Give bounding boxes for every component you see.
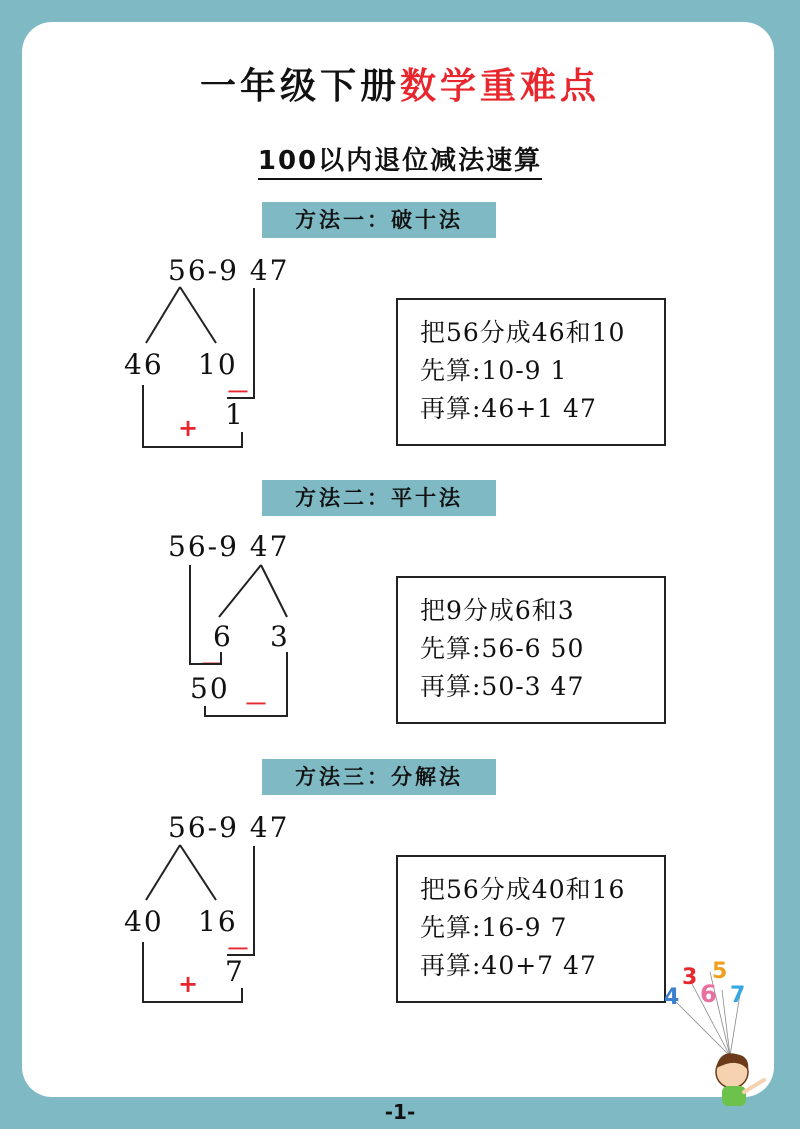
- title-red-part: 数学重难点: [400, 66, 601, 107]
- page-number: -1-: [384, 1100, 416, 1124]
- method-3-result-number: 7: [225, 955, 245, 988]
- method-1-right-number: 10: [198, 348, 238, 381]
- method-3-expression: [168, 811, 289, 844]
- method-1-expression-text: 56-9 47: [168, 254, 290, 287]
- method-2-line-3: 再算:50-3 47: [420, 672, 585, 701]
- method-3-right-number: 16: [198, 905, 238, 938]
- balloon-digit-7: 7: [730, 983, 746, 1008]
- balloon-digit-5: 5: [712, 960, 728, 984]
- balloon-digit-6: 6: [700, 980, 717, 1008]
- method-2-left-number: 6: [213, 620, 233, 653]
- method-3-line-1: 把56分成40和16: [420, 875, 626, 904]
- balloon-digit-3: 3: [682, 965, 698, 990]
- title-black-part: 一年级下册: [199, 66, 400, 107]
- method-2-minus-sign-1: －: [200, 650, 224, 678]
- method-2-banner: 方法二：平十法: [262, 480, 496, 516]
- kid-arm: [744, 1080, 764, 1092]
- method-1-line-3: 再算:46+1 47: [420, 394, 597, 423]
- method-1-minus-sign: －: [226, 378, 250, 406]
- subtitle-text: 100以内退位减法速算: [258, 146, 542, 180]
- method-3-plus-sign: +: [178, 970, 199, 998]
- method-1-banner: 方法一：破十法: [262, 202, 496, 238]
- method-1-plus-sign: +: [178, 414, 199, 442]
- method-2-expression-text: 56-9 47: [168, 530, 290, 563]
- kid-with-number-balloons-illustration: [660, 960, 780, 1110]
- method-3-line-3: 再算:40+7 47: [420, 951, 597, 980]
- method-2-expression: [168, 530, 289, 563]
- method-3-explanation-box: [396, 855, 666, 1003]
- method-1-expression: [168, 254, 289, 287]
- method-3-expression-text: 56-9 47: [168, 811, 290, 844]
- method-2-right-number: 3: [270, 620, 290, 653]
- method-2-result-number: 50: [190, 672, 230, 705]
- method-1-explanation-box: [396, 298, 666, 446]
- method-1-left-number: 46: [124, 348, 164, 381]
- method-3-banner: 方法三：分解法: [262, 759, 496, 795]
- method-2-explanation-box: [396, 576, 666, 724]
- method-3-left-number: 40: [124, 905, 164, 938]
- method-2-line-2: 先算:56-6 50: [420, 634, 585, 663]
- method-2-line-1: 把9分成6和3: [420, 596, 575, 625]
- method-1-result-number: 1: [225, 398, 245, 431]
- method-1-line-2: 先算:10-9 1: [420, 356, 568, 385]
- method-3-line-2: 先算:16-9 7: [420, 913, 568, 942]
- method-3-minus-sign: －: [226, 935, 250, 963]
- page-subtitle: [0, 140, 800, 177]
- balloon-digit-4: 4: [664, 985, 680, 1010]
- method-1-line-1: 把56分成46和10: [420, 318, 626, 347]
- method-2-minus-sign-2: －: [244, 690, 268, 718]
- page-title: [0, 58, 800, 109]
